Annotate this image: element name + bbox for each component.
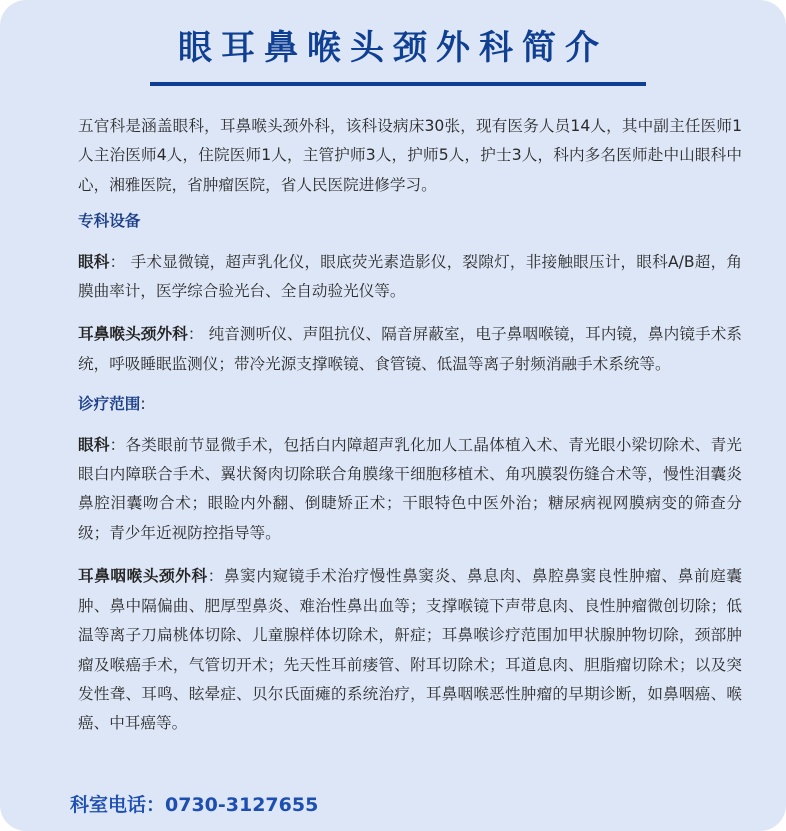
scope-ent-paragraph (78, 562, 742, 738)
intro-text: 五官科是涵盖眼科，耳鼻喉头颈外科，该科设病床30张，现有医务人员14人，其中副主任医师1人主治医师4人，住院医师1人，主管护师3人，护师5人，护士3人，科内多名医师赴中山眼科中心，湘雅医院，省肿瘤医院，省人民医院进修学习。 (78, 117, 742, 194)
equipment-eye-paragraph (78, 248, 742, 307)
scope-eye-paragraph (78, 431, 742, 549)
scope-ent-label: 耳鼻咽喉头颈外科 (78, 567, 208, 586)
scope-heading (78, 390, 742, 419)
equipment-eye-text: ： 手术显微镜，超声乳化仪，眼底荧光素造影仪，裂隙灯，非接触眼压计，眼科A/B超，角膜曲率计，医学综合验光台、全自动验光仪等。 (78, 252, 742, 301)
scope-heading-text: 诊疗范围 (78, 395, 141, 414)
scope-ent-text: ：鼻窦内窥镜手术治疗慢性鼻窦炎、鼻息肉、鼻腔鼻窦良性肿瘤、鼻前庭囊肿、鼻中隔偏曲、肥厚型鼻炎、难治性鼻出血等；支撑喉镜下声带息肉、良性肿瘤微创切除；低温等离子刀扁桃体切除、儿童腺样体切除术，鼾症；耳鼻喉诊疗范围加甲状腺肿物切除，颈部肿瘤及喉癌手术，气管切开术；先天性耳前瘘管、附耳切除术；耳道息肉、胆脂瘤切除术；以及突发性聋、耳鸣、眩晕症、贝尔氏面瘫的系统治疗，耳鼻咽喉恶性肿瘤的早期诊断，如鼻咽癌、喉癌、中耳癌等。 (78, 567, 742, 733)
equipment-ent-paragraph (78, 320, 742, 379)
intro-paragraph (78, 112, 742, 200)
equipment-eye-label: 眼科 (78, 252, 110, 271)
scope-eye-text: ：各类眼前节显微手术，包括白内障超声乳化加人工晶体植入术、青光眼小梁切除术、青光眼白内障联合手术、翼状胬肉切除联合角膜缘干细胞移植术、角巩膜裂伤缝合术等，慢性泪囊炎鼻腔泪囊吻合术；眼睑内外翻、倒睫矫正术；干眼特色中医外治；糖尿病视网膜病变的筛查分级；青少年近视防控指导等。 (78, 435, 742, 542)
content-body (78, 112, 742, 739)
equipment-ent-label: 耳鼻喉头颈外科 (78, 325, 188, 344)
title-underline (150, 82, 646, 86)
page-title: 眼耳鼻喉头颈外科简介 (178, 28, 608, 68)
scope-eye-label: 眼科 (78, 435, 110, 454)
department-phone: 科室电话：0730-3127655 (70, 794, 319, 816)
equipment-ent-text: ： 纯音测听仪、声阻抗仪、隔音屏蔽室，电子鼻咽喉镜，耳内镜，鼻内镜手术系统，呼吸睡眠监测仪；带冷光源支撑喉镜、食管镜、低温等离子射频消融手术系统等。 (78, 325, 742, 373)
equipment-heading: 专科设备 (78, 212, 141, 231)
scope-heading-suffix: : (140, 395, 146, 414)
